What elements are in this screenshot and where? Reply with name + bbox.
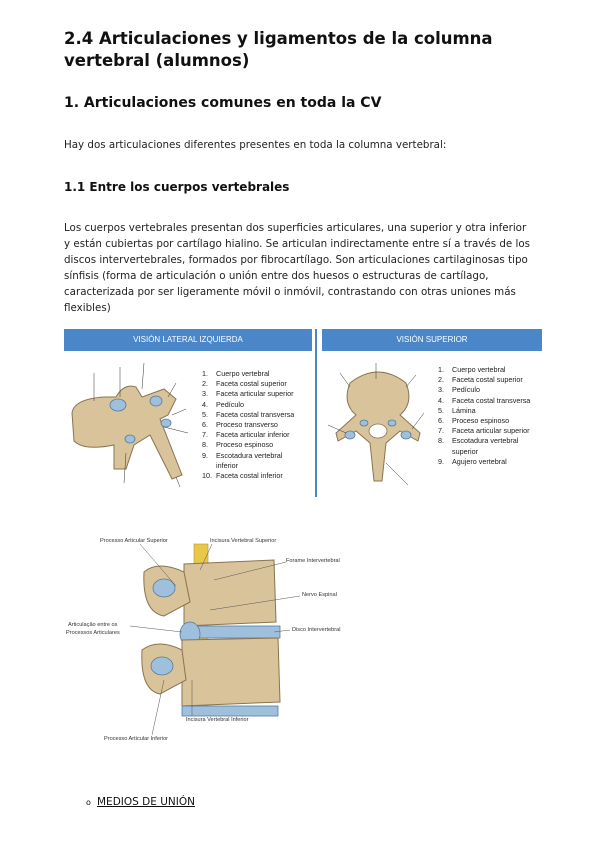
legend-item: 4. Faceta costal transversa xyxy=(438,395,531,405)
paragraph-line: caracterizada por ser ligeramente móvil o inmóvil, contrastando con otras uniones más xyxy=(64,286,516,298)
legend-item: 8. Proceso espinoso xyxy=(202,440,274,450)
label-incisura-inf: Incisura Vertebral Inferior xyxy=(186,717,249,723)
bullet-marker: o xyxy=(86,798,91,807)
superior-vertebra-illustration xyxy=(320,353,438,493)
page-title: 2.4 Articulaciones y ligamentos de la columna vertebral (alumnos) xyxy=(64,29,493,70)
label-forame: Forame Intervertebral xyxy=(286,558,340,564)
label-proc-sup: Processo Articular Superior xyxy=(100,538,168,544)
legend-item: 6. Proceso transverso xyxy=(202,420,278,430)
superior-view-title: VISIÓN SUPERIOR xyxy=(322,329,542,351)
label-nervo: Nervo Espinal xyxy=(302,592,337,598)
legend-item: 3. Faceta articular superior xyxy=(202,389,294,399)
paragraph-line: y están cubiertas por cartílago hialino. Se articulan indirectamente entre sí a través de los xyxy=(64,238,531,250)
legend-item: 7. Faceta articular superior xyxy=(438,426,530,436)
legend-item: superior xyxy=(452,446,478,456)
label-artic-1: Articulação entre os xyxy=(68,622,118,628)
label-artic-2: Processos Articulares xyxy=(66,630,120,636)
legend-item: inferior xyxy=(216,460,238,470)
legend-item: 2. Faceta costal superior xyxy=(202,379,287,389)
lateral-view-title: VISIÓN LATERAL IZQUIERDA xyxy=(64,329,312,351)
legend-item: 8. Escotadura vertebral xyxy=(438,436,519,446)
paragraph-line: Los cuerpos vertebrales presentan dos superficies articulares, una superior y otra inferior xyxy=(64,222,527,234)
intro-paragraph: Hay dos articulaciones diferentes presentes en toda la columna vertebral: xyxy=(64,139,447,151)
legend-item: 4. Pedículo xyxy=(202,399,244,409)
legend-item: 5. Faceta costal transversa xyxy=(202,409,295,419)
legend-item: 10. Faceta costal inferior xyxy=(202,471,283,481)
legend-item: 9. Agujero vertebral xyxy=(438,456,507,466)
legend-item: 6. Proceso espinoso xyxy=(438,416,510,426)
label-proc-inf: Processo Articular Inferior xyxy=(104,736,169,742)
lateral-vertebra-illustration xyxy=(64,353,194,493)
panel-divider xyxy=(315,329,317,497)
body-paragraph xyxy=(64,220,530,316)
legend-item: 5. Lámina xyxy=(438,405,476,415)
superior-legend xyxy=(438,365,530,467)
intervertebral-figure xyxy=(64,530,364,745)
legend-item: 1. Cuerpo vertebral xyxy=(438,365,506,374)
paragraph-line: discos intervertebrales, formados por fibrocartílago. Son articulaciones cartilaginosas tipo xyxy=(64,254,528,266)
legend-item: 1. Cuerpo vertebral xyxy=(202,369,270,378)
label-disco: Disco Intervertebral xyxy=(292,627,341,633)
vertebra-figure xyxy=(64,329,542,497)
section-heading-1-1: 1.1 Entre los cuerpos vertebrales xyxy=(64,180,290,194)
legend-item: 3. Pedículo xyxy=(438,385,480,395)
lateral-legend xyxy=(202,369,294,481)
legend-item: 7. Faceta articular inferior xyxy=(202,430,290,440)
paragraph-line: flexibles) xyxy=(64,302,111,314)
section-heading-1: 1. Articulaciones comunes en toda la CV xyxy=(64,95,382,111)
medios-de-union-link[interactable]: MEDIOS DE UNIÓN xyxy=(97,796,195,808)
paragraph-line: sínfisis (forma de articulación o unión entre dos huesos o estructuras de cartílago, xyxy=(64,270,489,282)
label-incisura-sup: Incisura Vertebral Superior xyxy=(210,538,277,544)
legend-item: 9. Escotadura vertebral xyxy=(202,450,283,460)
legend-item: 2. Faceta costal superior xyxy=(438,375,523,385)
